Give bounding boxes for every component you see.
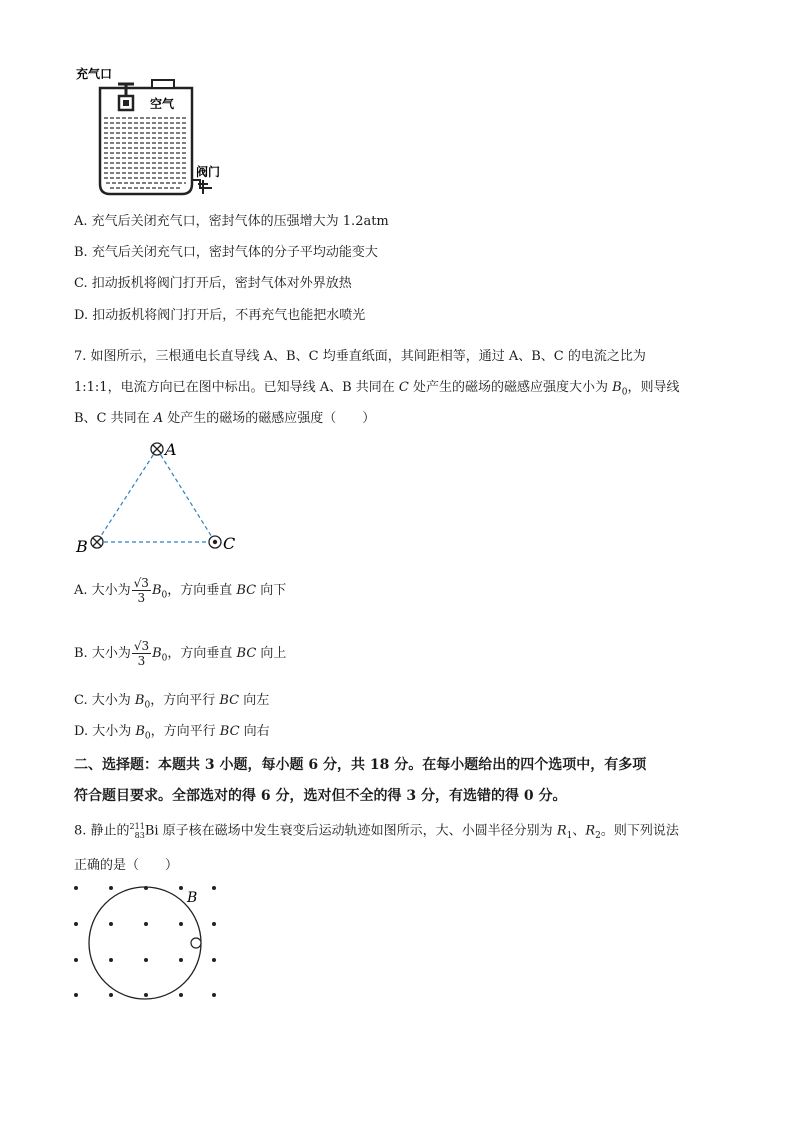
sprayer-figure [72,62,242,202]
field-label-b: B [187,890,198,906]
inlet-label: 充气口 [76,67,113,81]
label-b: B [76,537,88,556]
label-a: A [165,440,177,459]
q7-option-d: D. 大小为 $B_0$，方向平行 BC 向右 [74,724,270,742]
wire-triangle-figure [70,435,250,560]
q6-option-d: D. 扣动扳机将阀门打开后，不再充气也能把水喷光 [74,308,366,323]
wire-a-into-page [151,443,163,455]
water-fill [104,118,188,188]
q6-option-b: B. 充气后关闭充气口，密封气体的分子平均动能变大 [74,245,378,260]
q6-option-a: A. 充气后关闭充气口，密封气体的压强增大为 1.2atm [74,214,389,229]
q7-option-b: B. 大小为 $\frac{√3}{3}$ $B_0$，方向垂直 BC 向上 [74,639,287,668]
q7-option-c: C. 大小为 $B_0$，方向平行 BC 向左 [74,693,270,711]
q7-stem-line1: 7. 如图所示，三根通电长直导线 A、B、C 均垂直纸面，其间距相等，通过 A、B、C 的电流之比为 [74,349,646,364]
large-trajectory-circle [89,887,201,999]
edge-ac [157,449,215,542]
edge-ab [97,449,157,542]
q7-stem-line2: 1:1:1，电流方向已在图中标出。已知导线 A、B 共同在 C 处产生的磁场的磁感应强度大小为 $B_0$，则导线 [74,380,680,398]
tank-cap [152,80,174,88]
q8-stem-line2: 正确的是（ ） [74,858,179,873]
q6-option-c: C. 扣动扳机将阀门打开后，密封气体对外界放热 [74,276,352,291]
q8-stem-line1: 8. 静止的 211 83 Bi 原子核在磁场中发生衰变后运动轨迹如图所示，大、小圆半径分别为 $R_1$、$R_2$。则下列说法 [74,822,679,842]
section2-heading-line1: 二、选择题：本题共 3 小题，每小题 6 分，共 18 分。在每小题给出的四个选项中，有多项 [74,757,647,773]
q7-stem-line3: B、C 共同在 A 处产生的磁场的磁感应强度（ ） [74,411,376,426]
small-trajectory-circle [191,938,201,948]
air-label: 空气 [150,97,175,111]
wire-b-into-page [91,536,103,548]
inlet-valve-core [123,100,129,106]
decay-trajectory-figure [66,880,236,1005]
wire-c-out-of-page [209,536,221,548]
label-c: C [223,534,236,553]
q7-option-a: A. 大小为 $\frac{√3}{3}$ $B_0$，方向垂直 BC 向下 [74,576,287,605]
valve-label: 阀门 [196,165,221,179]
section2-heading-line2: 符合题目要求。全部选对的得 6 分，选对但不全的得 3 分，有选错的得 0 分。 [74,788,567,804]
